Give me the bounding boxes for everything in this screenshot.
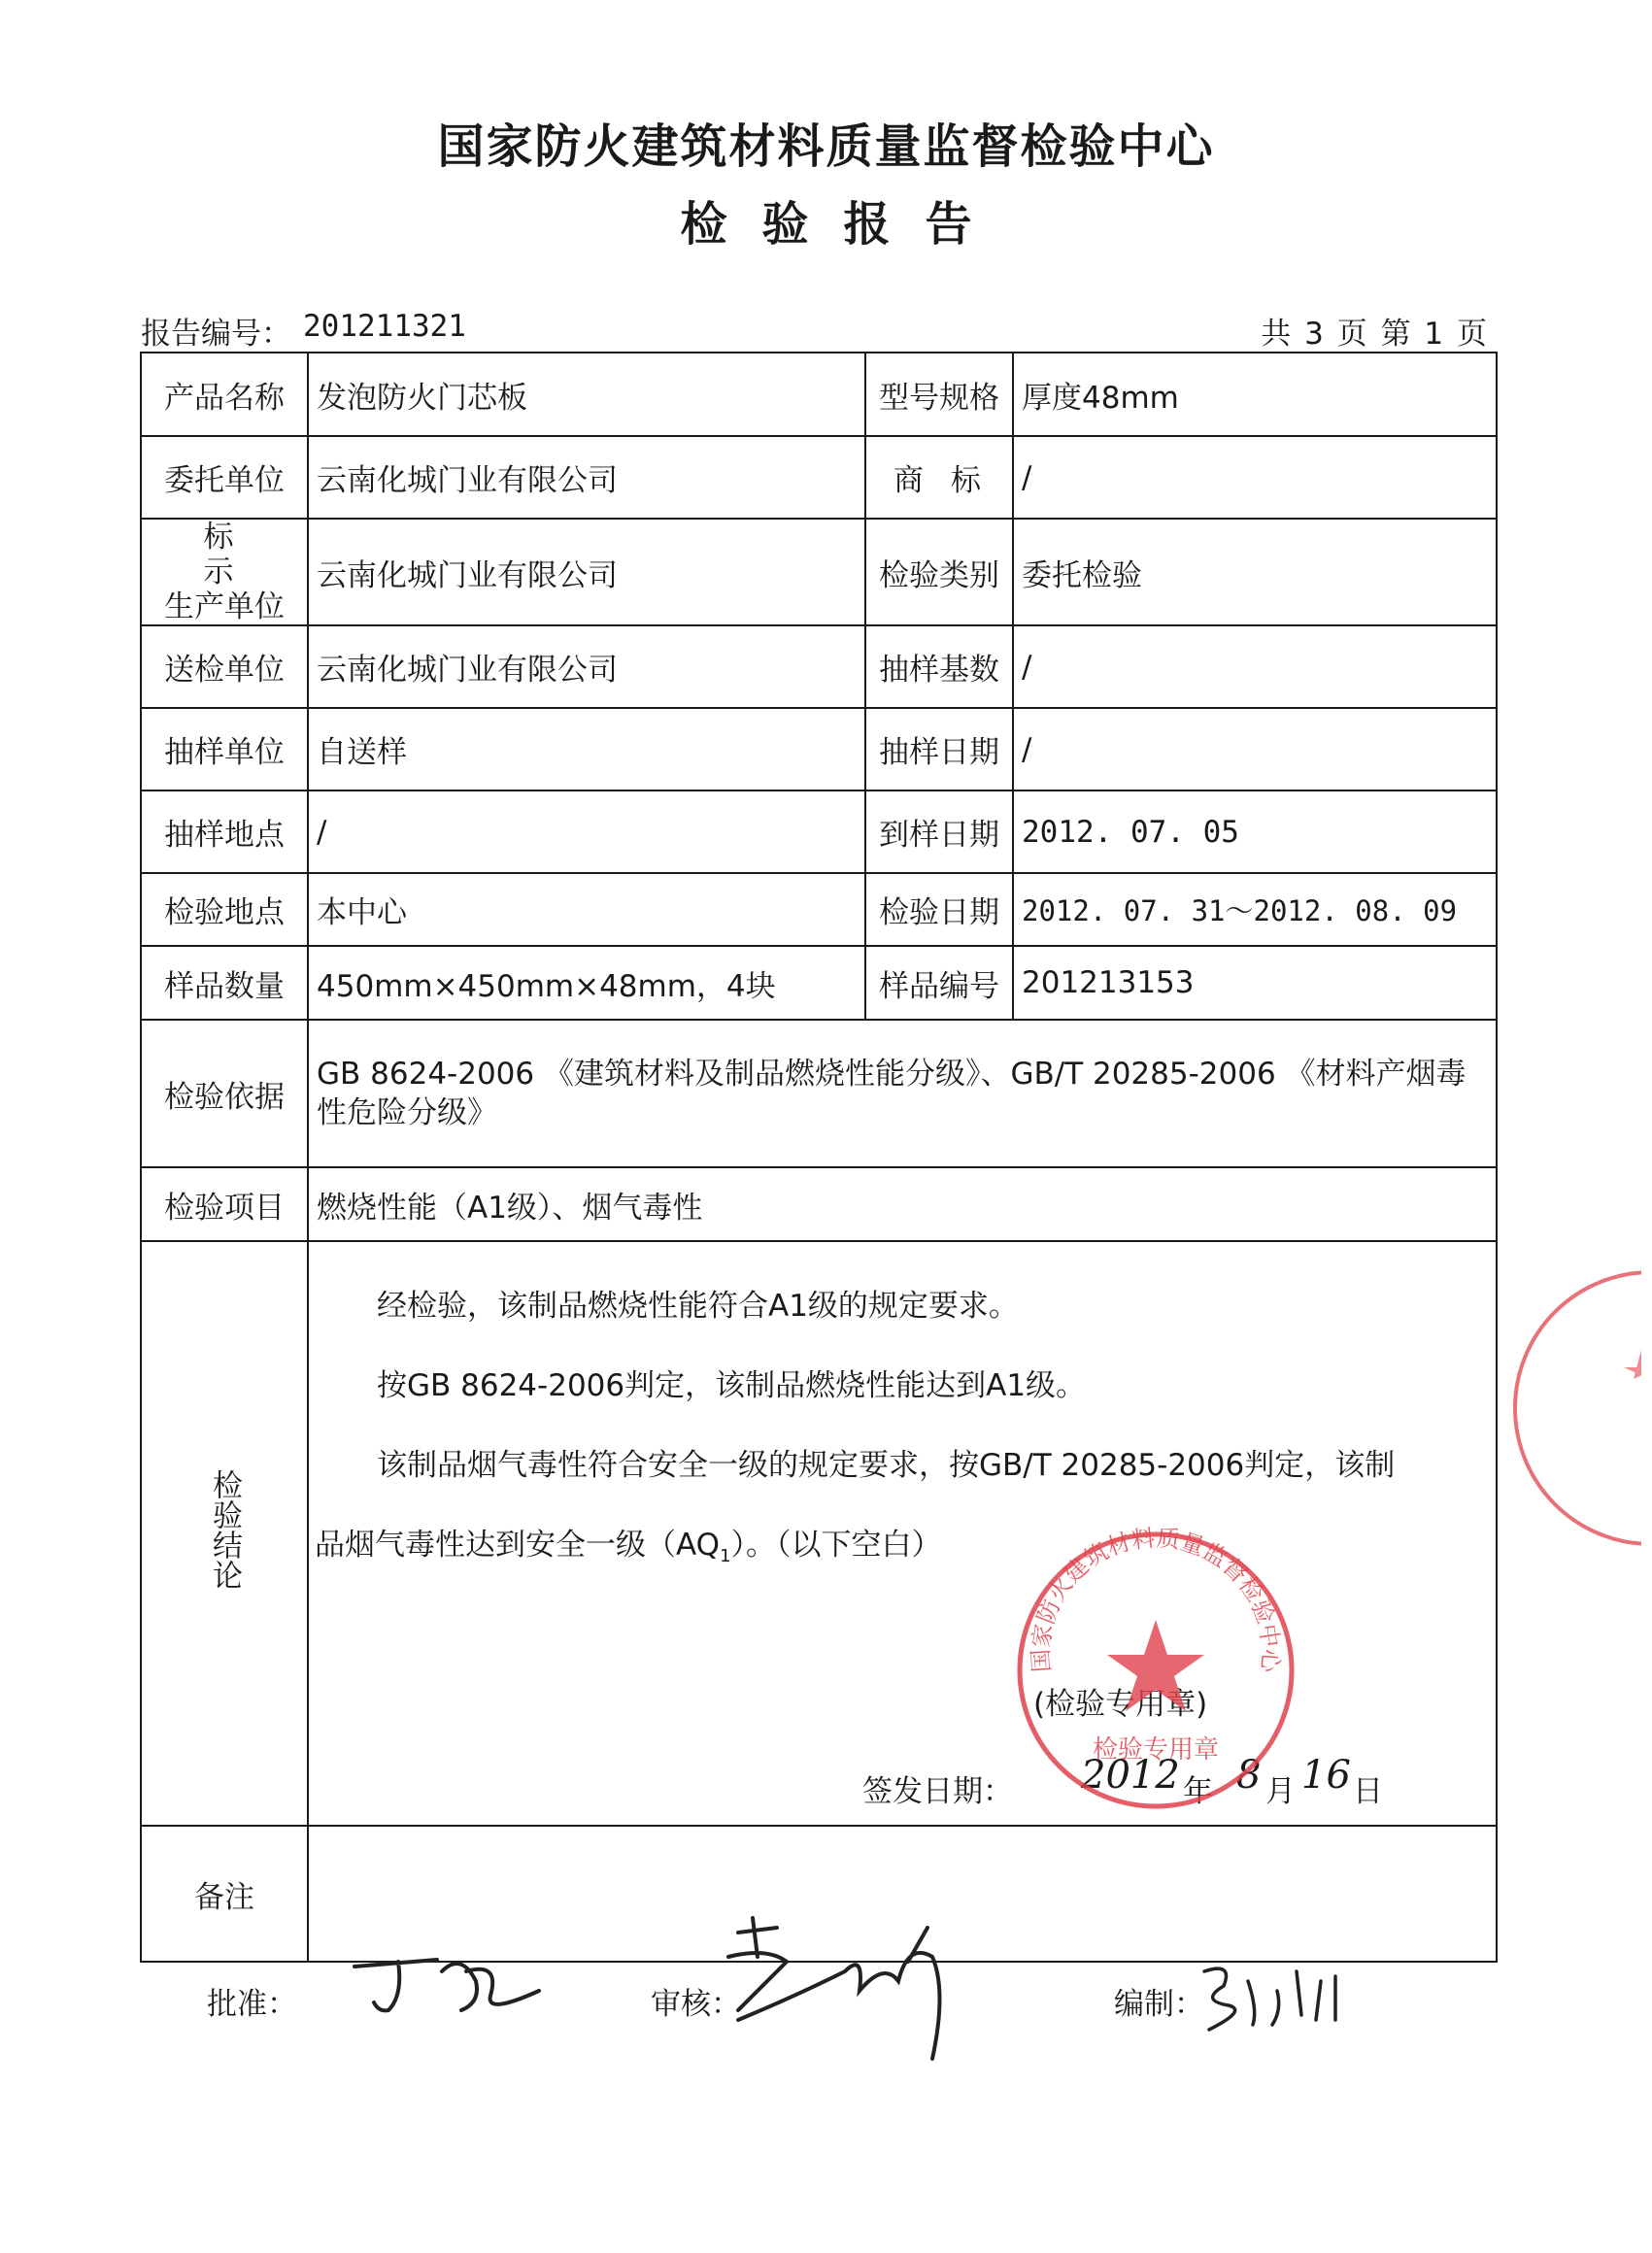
issue-month: 8 (1236, 1753, 1262, 1798)
sampling-place-value: / (308, 790, 865, 873)
manufacturer-label (141, 519, 308, 625)
product-name-label: 产品名称 (141, 353, 308, 436)
issue-day-unit: 日 (1353, 1774, 1383, 1809)
client-value: 云南化城门业有限公司 (308, 436, 865, 519)
document-subtitle: 检验报告 (680, 197, 1007, 252)
arrival-date-value: 2012. 07. 05 (1013, 790, 1497, 873)
items-value: 燃烧性能（A1级）、烟气毒性 (308, 1167, 1497, 1241)
table-row (141, 353, 1497, 436)
conclusion-label-cell (141, 1241, 308, 1826)
manufacturer-label-line1: 标示 (203, 520, 273, 589)
model-value: 厚度48mm (1013, 353, 1497, 436)
approve-label: 批准： (207, 1987, 297, 2022)
sampling-unit-label: 抽样单位 (141, 708, 308, 790)
arrival-date-label: 到样日期 (865, 790, 1013, 873)
sampling-date-value: / (1013, 708, 1497, 790)
items-label: 检验项目 (141, 1167, 308, 1241)
issue-date-label: 签发日期： (862, 1774, 1013, 1809)
conclusion-paragraph-2: 按GB 8624-2006判定，该制品燃烧性能达到A1级。 (377, 1368, 1087, 1403)
report-number: 201211321 (303, 309, 466, 344)
conclusion-paragraph-1: 经检验，该制品燃烧性能符合A1级的规定要求。 (377, 1289, 1019, 1324)
partial-seal (1496, 1243, 1641, 1573)
official-seal (1010, 1525, 1301, 1816)
inspection-date-label: 检验日期 (865, 873, 1013, 946)
page-info: 共 3 页 第 1 页 (1261, 317, 1489, 352)
sample-no-label: 样品编号 (865, 946, 1013, 1020)
compile-signature (1190, 1952, 1365, 2039)
review-signature (699, 1903, 1010, 2068)
inspection-type-value: 委托检验 (1013, 519, 1497, 625)
table-row (141, 625, 1497, 708)
issue-year-unit: 年 (1183, 1774, 1213, 1809)
table-row (141, 436, 1497, 519)
report-number-label: 报告编号： (141, 317, 291, 352)
issue-month-unit: 月 (1265, 1774, 1296, 1809)
table-row (141, 708, 1497, 790)
conclusion-label: 检验结论 (207, 1469, 242, 1590)
sampling-date-label: 抽样日期 (865, 708, 1013, 790)
table-row (141, 790, 1497, 873)
sampling-base-value: / (1013, 625, 1497, 708)
conclusion-paragraph-4: 品烟气毒性达到安全一级$(AQ_1)$。（以下空白） (315, 1528, 942, 1567)
document-title: 国家防火建筑材料质量监督检验中心 (437, 119, 1215, 174)
inspection-date-value: 2012. 07. 31～2012. 08. 09 (1013, 873, 1497, 946)
sample-qty-label: 样品数量 (141, 946, 308, 1020)
inspection-place-value: 本中心 (308, 873, 865, 946)
partial-seal-ring (1515, 1272, 1641, 1544)
sample-no-value: 201213153 (1013, 946, 1497, 1020)
table-row (141, 946, 1497, 1020)
sampling-base-label: 抽样基数 (865, 625, 1013, 708)
issue-year: 2012 (1081, 1753, 1180, 1798)
table-row (141, 1167, 1497, 1241)
sampling-unit-value: 自送样 (308, 708, 865, 790)
partial-seal-star-icon (1624, 1350, 1641, 1379)
inspection-place-label: 检验地点 (141, 873, 308, 946)
sender-label: 送检单位 (141, 625, 308, 708)
table-row (141, 519, 1497, 625)
compile-label: 编制： (1114, 1987, 1204, 2022)
conclusion-cell (308, 1241, 1497, 1826)
product-name-value: 发泡防火门芯板 (308, 353, 865, 436)
inspection-type-label: 检验类别 (865, 519, 1013, 625)
trademark-label: 商标 (865, 436, 1013, 519)
remarks-label: 备注 (141, 1826, 308, 1962)
manufacturer-value: 云南化城门业有限公司 (308, 519, 865, 625)
seal-text-main: 国家防火建筑材料质量监督检验中心 (1027, 1525, 1285, 1674)
seal-star-icon (1107, 1620, 1204, 1711)
review-label: 审核： (651, 1987, 741, 2022)
table-row (141, 1020, 1497, 1167)
conclusion-paragraph-3: 该制品烟气毒性符合安全一级的规定要求，按GB/T 20285-2006判定，该制 (377, 1448, 1396, 1483)
seal-note: (检验专用章) (1033, 1687, 1208, 1722)
table-row (141, 873, 1497, 946)
basis-value: GB 8624-2006 《建筑材料及制品燃烧性能分级》、GB/T 20285-2006 《材料产烟毒性危险分级》 (308, 1020, 1497, 1167)
sampling-place-label: 抽样地点 (141, 790, 308, 873)
sample-qty-value: 450mm×450mm×48mm，4块 (308, 946, 865, 1020)
approve-signature (345, 1942, 558, 2030)
client-label: 委托单位 (141, 436, 308, 519)
seal-text-bottom: 检验专用章 (1092, 1735, 1220, 1765)
issue-day: 16 (1301, 1753, 1351, 1798)
trademark-value: / (1013, 436, 1497, 519)
basis-label: 检验依据 (141, 1020, 308, 1167)
model-label: 型号规格 (865, 353, 1013, 436)
manufacturer-label-line2: 生产单位 (164, 589, 285, 624)
sender-value: 云南化城门业有限公司 (308, 625, 865, 708)
